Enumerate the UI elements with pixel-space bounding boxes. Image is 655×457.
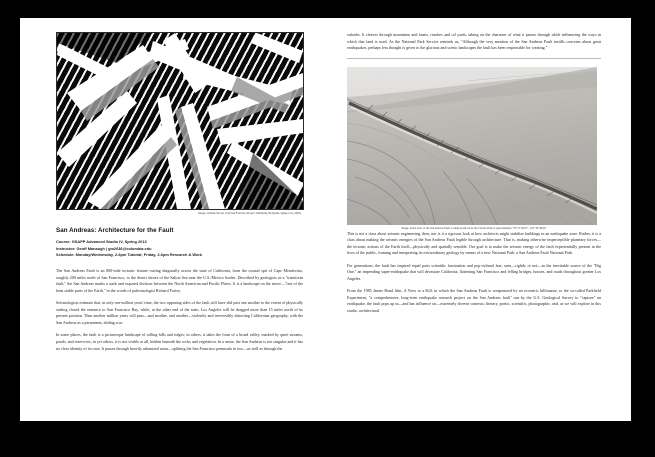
page-title: San Andreas: Architecture for the Fault: [56, 226, 174, 234]
section-divider: [347, 58, 601, 59]
body-paragraph: For generations, the fault has inspired equal parts scientific fascination and pop-cultural fear, seen—rightly or not—as the inevitable source of the "Big One," an impending super-earthquake that will devastate California, flattening San Francisco and felling bridges, houses, and roads throughout greater Los Angeles.: [347, 262, 601, 281]
document-page-right: [325, 18, 631, 421]
course-line: Course: GSAPP Advanced Studio IV, Spring 2013: [56, 238, 147, 244]
body-paragraph: From the 1985 James Bond film, A View to a Kill, in which the San Andreas Fault is weaponized by an eccentric billionaire, to the so-called Parkfield Experiment, "a comprehensive, long-term earthquake research project on the San Andreas fault" run by the U.S. Geological Survey to "capture" an earthquake, the fault pops up in—and has influence on—extremely diverse contexts: literary, poetic, scientific, photographic, and, as we will explore in this studio, architectural.: [347, 288, 601, 313]
body-paragraph: In some places, the fault is a picturesque landscape of rolling hills and ridges; in others, it takes the form of a broad valley, marked by quiet streams, ponds, and reservoirs; in yet others, it is not visible at all, hidden beneath the rocks and vegetation. In a sense, the San Andreas is not singular and it has no clear identity of its own. It passes through heavily urbanized areas—splitting the San Francisco peninsula in two—as well as through the: [56, 332, 303, 351]
photo-caption: Image: Aerial view of the San Andreas Fault, looking north across the Carrizo Plain at approximately +35° 6' 49.81", 119° 38' 48.90": [401, 226, 547, 230]
schedule-line: Schedule: Monday/Wednesday, 2-6pm Tutorial; Friday, 2-6pm Research & Work: [56, 252, 203, 258]
body-paragraph: suburbs. It cleaves through mountains and farms, ranches and oil yards, taking on the character of what it passes through while influencing the ways in which that land is used. As the National Park Service reminds us, "Although the very mention of the San Andreas Fault instills concerns about great earthquakes, perhaps less thought is given to the glorious and scenic landscapes the fault has been responsible for creating.": [347, 32, 601, 51]
body-paragraph: This is not a class about seismic engineering, then, nor is it a rigorous look at how architects might stabilize buildings in an earthquake zone. Rather, it is a class about making the seismic energies of the San Andreas Fault legible through architecture. That is, making otherwise imperceptible planetary forces—the tectonic actions of the Earth itself—physically and spatially sensible. Our goal is to make the seismic energy of the fault experientially present in the lives of the public, framing and interpreting its extraordinary geology by means of a new National Park: a San Andreas Fault National Park.: [347, 230, 601, 256]
aerial-photo-terrain: [347, 67, 597, 225]
document-spread: [20, 18, 631, 421]
lebbeus-woods-shard-drawing: [56, 32, 304, 210]
artwork-shard-overlay: [57, 33, 303, 209]
aerial-photo-san-andreas-fault: [347, 67, 597, 225]
body-paragraph: The San Andreas Fault is an 800-mile tectonic feature cutting diagonally across the state of California, from the coastal spit of Cape Mendocino, roughly 200 miles north of San Francisco, to the desert shores of the Salton Sea near the U.S./Mexico border. Described by geologists as a "transform fault," the San Andreas marks a stark and exposed division between the North American and Pacific Plates. It is a landscape on the move—"one of the least stable parts of the Earth," in the words of paleontologist Richard Fortey.: [56, 268, 303, 293]
document-page-left: [20, 18, 325, 421]
course-metadata: [56, 239, 303, 259]
artwork-caption: Image: Lebbeus Woods, from San Francisco Project: Inhabiting the Quake, Quake City (1995): [198, 212, 301, 215]
instructor-line: Instructor: Geoff Manaugh | gm2636@columbia.edu: [56, 245, 152, 251]
body-paragraph: Seismologists estimate that, in only one million years' time, the two opposing sides of the fault will have slid past one another to the extent of physically sealing closed the entrance to San Francisco Bay, while, at the other end of the state, Los Angeles will be dragged more than 15 miles north of its present position. Then another million years will pass—and another, and another—violently and irreversibly distorting Californian geography, with the San Andreas as a permanent, sliding scar.: [56, 300, 303, 325]
